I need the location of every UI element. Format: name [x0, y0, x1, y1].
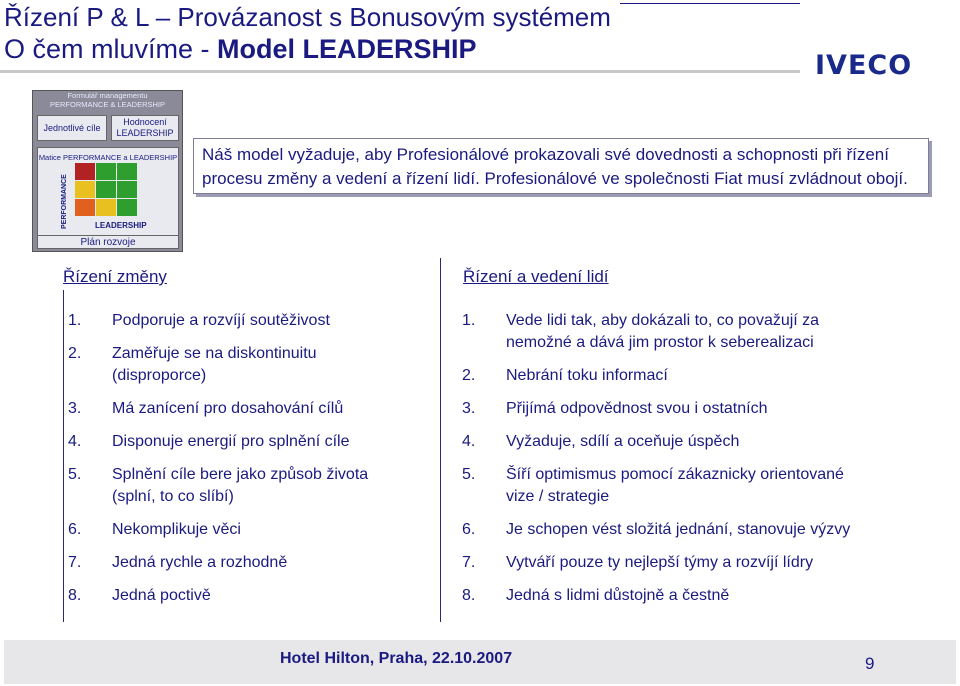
form-label-line2: PERFORMANCE & LEADERSHIP	[49, 100, 166, 109]
list-item-text: Šíří optimismus pomocí zákaznicky orientované	[506, 466, 844, 483]
list-item-number: 6.	[462, 521, 476, 538]
heading-change-management: Řízení změny	[63, 267, 167, 286]
subtitle-bold: Model LEADERSHIP	[217, 34, 477, 64]
matrix-cell	[96, 181, 116, 198]
list-item-text: Nekomplikuje věci	[112, 521, 241, 538]
matrix-cell	[117, 181, 137, 198]
list-item-number: 7.	[462, 554, 476, 571]
list-item-number: 3.	[462, 400, 476, 417]
list-item-text: Jedná rychle a rozhodně	[112, 554, 288, 571]
change-management-list	[68, 310, 438, 620]
list-item-text: (splní, to co slíbí)	[112, 488, 234, 505]
list-item-number: 5.	[462, 466, 476, 483]
list-item-number: 3.	[68, 400, 82, 417]
right-column-rule	[440, 258, 441, 622]
list-item-text: Vyžaduje, sdílí a oceňuje úspěch	[506, 433, 740, 450]
list-item-text: Zaměřuje se na diskontinuitu	[112, 345, 317, 362]
subtitle-prefix: O čem mluvíme -	[4, 34, 210, 64]
list-item-number: 6.	[68, 521, 82, 538]
list-item-number: 8.	[68, 587, 82, 604]
list-item-text: Je schopen vést složitá jednání, stanovuje výzvy	[506, 521, 851, 538]
goals-box: Jednotlivé cíle	[37, 115, 107, 141]
leadership-model-diagram	[32, 90, 183, 252]
matrix-cell	[75, 181, 95, 198]
list-item-text: Přijímá odpovědnost svou i ostatních	[506, 400, 768, 417]
footer-event: Hotel Hilton, Praha, 22.10.2007	[280, 650, 513, 667]
list-item-text: Disponuje energií pro splnění cíle	[112, 433, 350, 450]
form-label-line1: Formulář managementu	[67, 91, 148, 100]
slide-title: Řízení P & L – Provázanost s Bonusovým systémem	[4, 2, 611, 32]
matrix-title: Matice PERFORMANCE a LEADERSHIP	[38, 153, 178, 162]
list-item-number: 5.	[68, 466, 82, 483]
list-item-text: Vede lidi tak, aby dokázali to, co považují za	[506, 312, 820, 329]
model-statement: Náš model vyžaduje, aby Profesionálové prokazovali své dovednosti a schopnosti při řízení procesu změny a vedení a řízení lidí. Profesionálové ve společnosti Fiat musí zvládnout obojí.	[193, 138, 929, 194]
list-item-text: Vytváří pouze ty nejlepší týmy a rozvíjí lídry	[506, 554, 814, 571]
matrix-cell	[117, 199, 137, 216]
list-item-number: 7.	[68, 554, 82, 571]
list-item-text: Podporuje a rozvíjí soutěživost	[112, 312, 330, 329]
heading-people-management: Řízení a vedení lidí	[463, 267, 609, 286]
list-item-text: nemožné a dává jim prostor k seberealizaci	[506, 334, 814, 351]
top-rule	[620, 3, 800, 4]
list-item-number: 4.	[68, 433, 82, 450]
list-item-text: Jedná s lidmi důstojně a čestně	[506, 587, 730, 604]
list-item-number: 2.	[68, 345, 82, 362]
matrix-cell	[96, 163, 116, 180]
list-item-number: 8.	[462, 587, 476, 604]
matrix-cell	[117, 163, 137, 180]
matrix-cell	[75, 163, 95, 180]
list-item-number: 1.	[462, 312, 476, 329]
list-item-text: (disproporce)	[112, 367, 207, 384]
people-management-list	[462, 310, 922, 620]
title-divider	[0, 70, 800, 73]
axis-performance: PERFORMANCE	[61, 174, 68, 229]
matrix-grid	[75, 163, 137, 216]
list-item-number: 1.	[68, 312, 82, 329]
list-item-text: Má zanícení pro dosahování cílů	[112, 400, 344, 417]
list-item-text: Nebrání toku informací	[506, 367, 668, 384]
matrix-cell	[96, 199, 116, 216]
list-item-text: Jedná poctivě	[112, 587, 211, 604]
iveco-logo: IVECO	[815, 50, 913, 81]
plan-box: Plán rozvoje	[37, 235, 179, 249]
left-column-rule	[63, 290, 64, 622]
list-item-number: 2.	[462, 367, 476, 384]
form-label	[33, 91, 182, 109]
page-number: 9	[865, 654, 875, 673]
list-item-text: Splnění cíle bere jako způsob života	[112, 466, 369, 483]
slide-subtitle	[4, 34, 477, 65]
evaluation-box: Hodnocení LEADERSHIP	[111, 115, 179, 141]
matrix-cell	[75, 199, 95, 216]
list-item-number: 4.	[462, 433, 476, 450]
axis-leadership: LEADERSHIP	[95, 221, 147, 230]
list-item-text: vize / strategie	[506, 488, 610, 505]
